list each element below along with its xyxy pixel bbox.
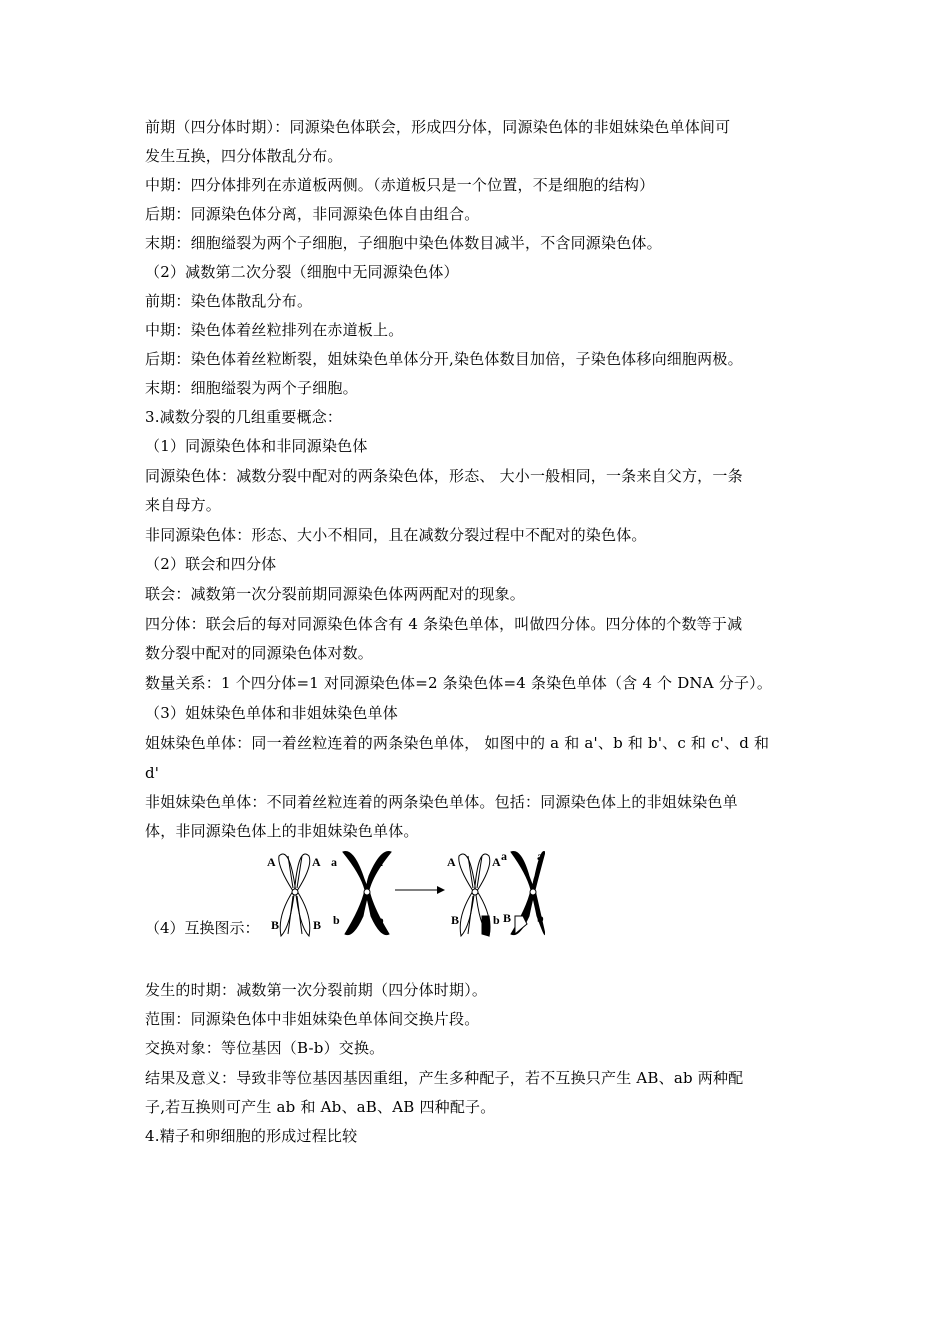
label-b-after: b	[537, 911, 544, 925]
label-a-right: a	[377, 855, 383, 869]
crossing-over-figure	[265, 846, 545, 941]
diagram-label: （4）互换图示：	[145, 919, 260, 937]
label-B-right: B	[313, 918, 322, 932]
label-A-right: A	[312, 855, 321, 869]
text-line: d'	[145, 764, 160, 782]
text-line: 非同源染色体：形态、大小不相同，且在减数分裂过程中不配对的染色体。	[145, 526, 647, 544]
section-heading: 4.精子和卵细胞的形成过程比较	[145, 1127, 358, 1145]
label-b-right: b	[377, 913, 384, 927]
section-heading: 3.减数分裂的几组重要概念：	[145, 408, 343, 426]
text-line: 前期：染色体散乱分布。	[145, 292, 313, 310]
text-line: 交换对象：等位基因（B-b）交换。	[145, 1039, 385, 1057]
text-line: 姐妹染色单体：同一着丝粒连着的两条染色单体， 如图中的 a 和 a'、b 和 b'、c 和 c'、d 和	[145, 734, 770, 752]
label-b-right-after: b	[493, 913, 500, 927]
text-line: 同源染色体：减数分裂中配对的两条染色体，形态、 大小一般相同，一条来自父方，一条	[145, 467, 743, 485]
label-B-left-after: B	[451, 913, 460, 927]
text-line: 中期：四分体排列在赤道板两侧。（赤道板只是一个位置，不是细胞的结构）	[145, 176, 655, 194]
white-chromosome-before	[279, 854, 310, 936]
text-line: 数量关系：1 个四分体=1 对同源染色体=2 条染色体=4 条染色单体（含 4 个 DNA 分子）。	[145, 674, 773, 692]
section-heading: （3）姐妹染色单体和非姐妹染色单体	[145, 704, 398, 722]
label-A-right-after: A	[492, 855, 501, 869]
text-line: 非姐妹染色单体：不同着丝粒连着的两条染色单体。包括：同源染色体上的非姐妹染色单	[145, 793, 738, 811]
crossing-over-diagram	[145, 846, 545, 946]
text-line: 四分体：联会后的每对同源染色体含有 4 条染色单体，叫做四分体。四分体的个数等于减	[145, 615, 743, 633]
section-heading: （1）同源染色体和非同源染色体	[145, 437, 368, 455]
text-line: 联会：减数第一次分裂前期同源染色体两两配对的现象。	[145, 585, 526, 603]
label-a-right-after: a	[537, 849, 543, 863]
label-B-left: B	[271, 918, 280, 932]
white-chromosome-after	[459, 854, 490, 936]
text-line: 后期：同源染色体分离，非同源染色体自由组合。	[145, 205, 480, 223]
text-line: 后期：染色体着丝粒断裂，姐妹染色单体分开,染色体数目加倍，子染色体移向细胞两极。	[145, 350, 743, 368]
text-line: 数分裂中配对的同源染色体对数。	[145, 644, 374, 662]
label-b-left: b	[333, 913, 340, 927]
section-heading: （2）联会和四分体	[145, 555, 277, 573]
text-line: 末期：细胞缢裂为两个子细胞。	[145, 379, 358, 397]
text-line: 结果及意义：导致非等位基因基因重组，产生多种配子，若不互换只产生 AB、ab 两种配	[145, 1069, 744, 1087]
text-line: 末期：细胞缢裂为两个子细胞，子细胞中染色体数目减半，不含同源染色体。	[145, 234, 662, 252]
label-a-left-after: a	[501, 849, 507, 863]
label-B-after: B	[503, 911, 512, 925]
arrow-icon	[395, 886, 445, 894]
black-chromosome-before	[343, 852, 391, 935]
text-line: 来自母方。	[145, 496, 222, 514]
text-line: 子,若互换则可产生 ab 和 Ab、aB、AB 四种配子。	[145, 1098, 496, 1116]
label-A-left: A	[267, 855, 276, 869]
text-line: 发生的时期：减数第一次分裂前期（四分体时期）。	[145, 981, 488, 999]
text-line: 中期：染色体着丝粒排列在赤道板上。	[145, 321, 404, 339]
label-A-left-after: A	[447, 855, 456, 869]
section-heading: （2）减数第二次分裂（细胞中无同源染色体）	[145, 263, 459, 281]
text-line: 发生互换，四分体散乱分布。	[145, 147, 343, 165]
text-line: 前期（四分体时期）：同源染色体联会，形成四分体，同源染色体的非姐妹染色单体间可	[145, 118, 731, 136]
label-a-left: a	[331, 855, 337, 869]
text-line: 体，非同源染色体上的非姐妹染色单体。	[145, 822, 419, 840]
text-line: 范围：同源染色体中非姐妹染色单体间交换片段。	[145, 1010, 480, 1028]
